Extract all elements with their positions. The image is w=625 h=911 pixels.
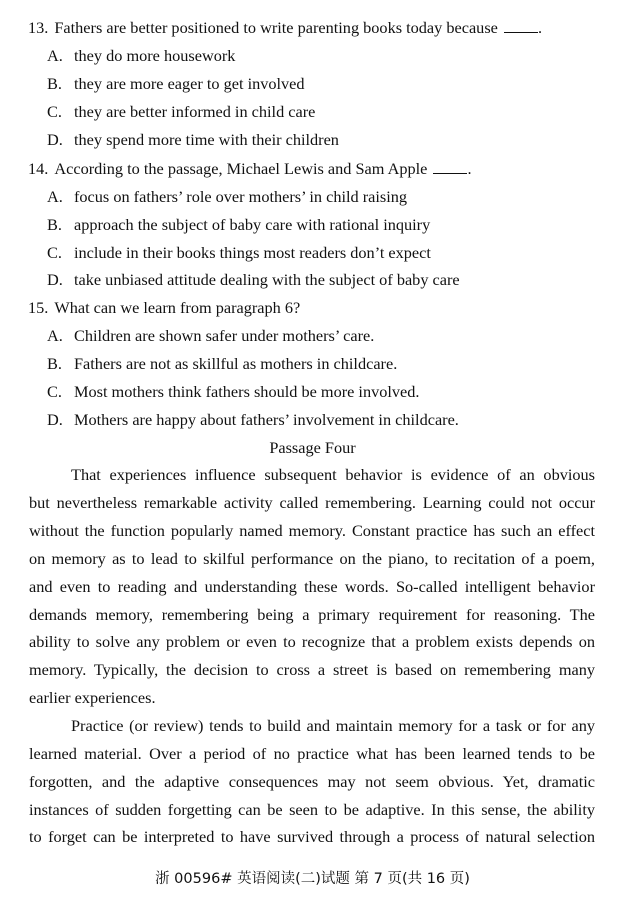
option-text: Children are shown safer under mothers’ care. bbox=[74, 326, 375, 345]
paragraph-2-line: Practice (or review) tends to build and maintain memory for a task or for any bbox=[71, 716, 595, 735]
question-end-punct: . bbox=[467, 159, 472, 178]
option-label: A. bbox=[47, 187, 63, 206]
option-text: take unbiased attitude dealing with the subject of baby care bbox=[74, 270, 460, 289]
option-label: B. bbox=[47, 354, 62, 373]
passage-title: Passage Four bbox=[269, 438, 356, 457]
question-15-option-b bbox=[47, 353, 397, 375]
option-text: approach the subject of baby care with rational inquiry bbox=[74, 215, 431, 234]
option-text: focus on fathers’ role over mothers’ in child raising bbox=[74, 187, 408, 206]
option-label: D. bbox=[47, 410, 63, 429]
paragraph-1-line: ability to solve any problem or even to recognize that a problem exists depends on bbox=[29, 632, 595, 651]
paragraph-1-line: demands memory, remembering being a primary requirement for reasoning. The bbox=[29, 605, 595, 624]
option-text: Mothers are happy about fathers’ involvement in childcare. bbox=[74, 410, 459, 429]
question-text: According to the passage, Michael Lewis and Sam Apple bbox=[54, 159, 428, 178]
question-15-option-d bbox=[47, 409, 459, 431]
paragraph-2-line: instances of sudden forgetting can be seen to be adaptive. In this sense, the ability bbox=[29, 800, 595, 819]
paragraph-1-line: on memory as to lead to skilful performance on the piano, to recitation of a poem, bbox=[29, 549, 595, 568]
question-number: 15. bbox=[28, 298, 49, 317]
question-14-option-c bbox=[47, 242, 431, 264]
option-text: include in their books things most readers don’t expect bbox=[74, 243, 431, 262]
option-label: A. bbox=[47, 46, 63, 65]
question-13-option-a bbox=[47, 45, 235, 67]
option-text: Fathers are not as skillful as mothers in childcare. bbox=[74, 354, 398, 373]
paragraph-1-line: but nevertheless remarkable activity called remembering. Learning could not occur bbox=[29, 493, 595, 512]
paragraph-1-line: That experiences influence subsequent behavior is evidence of an obvious bbox=[71, 465, 595, 484]
question-end-punct: . bbox=[537, 18, 543, 37]
option-label: D. bbox=[47, 130, 63, 149]
question-13-stem bbox=[28, 17, 542, 39]
paragraph-1-line: and even to reading and understanding these words. So-called intelligent behavior bbox=[29, 577, 595, 596]
option-label: D. bbox=[47, 270, 63, 289]
paragraph-1-line: memory. Typically, the decision to cross a street is based on remembering many bbox=[29, 660, 595, 679]
question-15-option-c bbox=[47, 381, 419, 403]
option-text: they are better informed in child care bbox=[74, 102, 316, 121]
question-15-stem bbox=[28, 297, 300, 319]
paragraph-2-line: forgotten, and the adaptive consequences may not seem obvious. Yet, dramatic bbox=[29, 772, 595, 791]
option-text: they are more eager to get involved bbox=[74, 74, 305, 93]
answer-blank bbox=[433, 159, 467, 174]
option-label: C. bbox=[47, 102, 62, 121]
question-14-option-a bbox=[47, 186, 407, 208]
question-13-option-b bbox=[47, 73, 305, 95]
option-label: B. bbox=[47, 215, 62, 234]
option-text: Most mothers think fathers should be more involved. bbox=[74, 382, 420, 401]
question-text: Fathers are better positioned to write parenting books today because bbox=[54, 18, 498, 37]
option-text: they spend more time with their children bbox=[74, 130, 339, 149]
answer-blank bbox=[504, 18, 538, 33]
question-number: 14. bbox=[28, 159, 49, 178]
question-14-option-d bbox=[47, 269, 460, 291]
option-label: C. bbox=[47, 243, 62, 262]
option-label: A. bbox=[47, 326, 63, 345]
option-text: they do more housework bbox=[74, 46, 236, 65]
question-13-option-c bbox=[47, 101, 315, 123]
question-14-option-b bbox=[47, 214, 430, 236]
question-13-option-d bbox=[47, 129, 339, 151]
page-footer: 浙 00596# 英语阅读(二)试题 第 7 页(共 16 页) bbox=[155, 871, 470, 887]
paragraph-2-line: learned material. Over a period of no practice what has been learned tends to be bbox=[29, 744, 595, 763]
question-15-option-a bbox=[47, 325, 374, 347]
question-14-stem bbox=[28, 158, 472, 180]
paragraph-1-line: without the function popularly named memory. Constant practice has such an effect bbox=[29, 521, 595, 540]
paragraph-1-line: earlier experiences. bbox=[29, 688, 156, 707]
question-text: What can we learn from paragraph 6? bbox=[54, 298, 301, 317]
option-label: C. bbox=[47, 382, 62, 401]
paragraph-2-line: to forget can be interpreted to have survived through a process of natural selection bbox=[29, 827, 595, 846]
option-label: B. bbox=[47, 74, 62, 93]
question-number: 13. bbox=[28, 18, 49, 37]
